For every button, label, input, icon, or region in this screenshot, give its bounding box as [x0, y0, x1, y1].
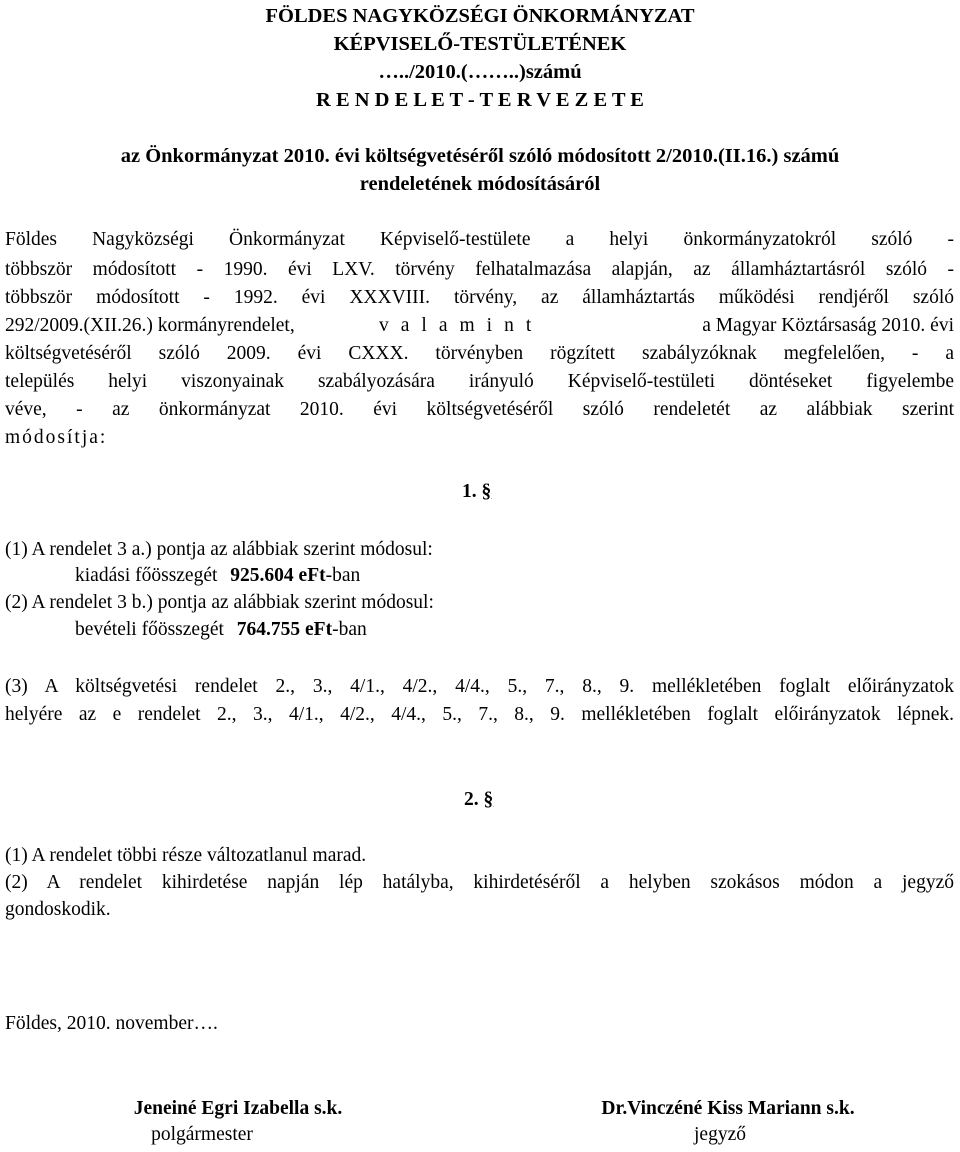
section-1-point-2: (2) A rendelet 3 b.) pontja az alábbiak szerint módosul:	[5, 592, 434, 613]
section-1-heading	[462, 480, 491, 504]
revenue-total-amount: 764.755	[236, 619, 301, 640]
section-1-point-2-value	[75, 618, 367, 642]
place-date: Földes, 2010. november….	[5, 1013, 218, 1034]
section-1-point-1: (1) A rendelet 3 a.) pontja az alábbiak szerint módosul:	[5, 539, 433, 560]
section-2-heading	[464, 788, 493, 812]
preamble-line-4-c: a Magyar Köztársaság 2010. évi	[702, 315, 954, 336]
expense-total-label: kiadási főösszegét	[75, 565, 218, 586]
section-1-number: 1.	[462, 481, 477, 502]
notary-name: Dr.Vinczéné Kiss Mariann s.k.	[601, 1098, 855, 1119]
expense-total-amount: 925.604	[230, 565, 294, 586]
preamble-line-1: Földes Nagyközségi Önkormányzat Képviselő-testülete a helyi önkormányzatokról szóló -	[5, 229, 954, 250]
expense-total-unit-suffix: -ban	[325, 565, 361, 586]
section-2-symbol: §	[483, 789, 494, 810]
section-2-point-2-line-1: (2) A rendelet kihirdetése napján lép hatályba, kihirdetéséről a helyben szokásos módon a jegyző	[5, 872, 954, 893]
mayor-title: polgármester	[151, 1124, 253, 1145]
section-2-point-1: (1) A rendelet többi része változatlanul marad.	[5, 845, 367, 866]
revenue-total-unit-suffix: -ban	[332, 619, 367, 640]
preamble-line-6: település helyi viszonyainak szabályozására irányuló Képviselő-testületi döntéseket figyelembe	[5, 371, 954, 392]
notary-title: jegyző	[694, 1124, 746, 1145]
preamble-line-2: többször módosított - 1990. évi LXV. törvény felhatalmazása alapján, az államháztartásról szóló -	[5, 259, 954, 280]
mayor-name: Jeneiné Egri Izabella s.k.	[133, 1098, 343, 1119]
section-2-point-2-line-2: gondoskodik.	[5, 899, 111, 920]
subject-line-1: az Önkormányzat 2010. évi költségvetéséről szóló módosított 2/2010.(II.16.) számú	[120, 145, 840, 167]
header-line-2: KÉPVISELŐ-TESTÜLETÉNEK	[333, 33, 627, 55]
preamble-line-8: módosítja:	[5, 427, 108, 448]
preamble-line-3: többször módosított - 1992. évi XXXVIII. törvény, az államháztartás működési rendjéről szóló	[5, 287, 954, 308]
header-line-3: …../2010.(……..)számú	[378, 61, 582, 83]
header-line-4: R E N D E L E T - T E R V E Z E T E	[316, 89, 644, 111]
revenue-total-label: bevételi főösszegét	[75, 619, 224, 640]
subject-line-2: rendeletének módosításáról	[359, 173, 601, 195]
section-1-point-1-value	[75, 564, 360, 588]
revenue-total-unit: eFt	[305, 619, 333, 640]
header-line-1: FÖLDES NAGYKÖZSÉGI ÖNKORMÁNYZAT	[265, 5, 695, 27]
preamble-line-7: véve, - az önkormányzat 2010. évi költségvetéséről szóló rendeletét az alábbiak szerint	[5, 399, 954, 420]
preamble-line-5: költségvetéséről szóló 2009. évi CXXX. törvényben rögzített szabályzóknak megfelelően, - a	[5, 343, 954, 364]
section-1-point-3-line-2: helyére az e rendelet 2., 3., 4/1., 4/2., 4/4., 5., 7., 8., 9. mellékletében foglalt előirányzatok lépnek.	[5, 704, 954, 725]
preamble-line-4-b: valamint	[379, 315, 544, 336]
expense-total-unit: eFt	[298, 565, 326, 586]
preamble-line-4-a: 292/2009.(XII.26.) kormányrendelet,	[5, 315, 295, 336]
section-1-point-3-line-1: (3) A költségvetési rendelet 2., 3., 4/1., 4/2., 4/4., 5., 7., 8., 9. mellékletében foglalt előirányzatok	[5, 676, 954, 697]
section-2-number: 2.	[464, 789, 479, 810]
section-1-symbol: §	[481, 481, 492, 502]
